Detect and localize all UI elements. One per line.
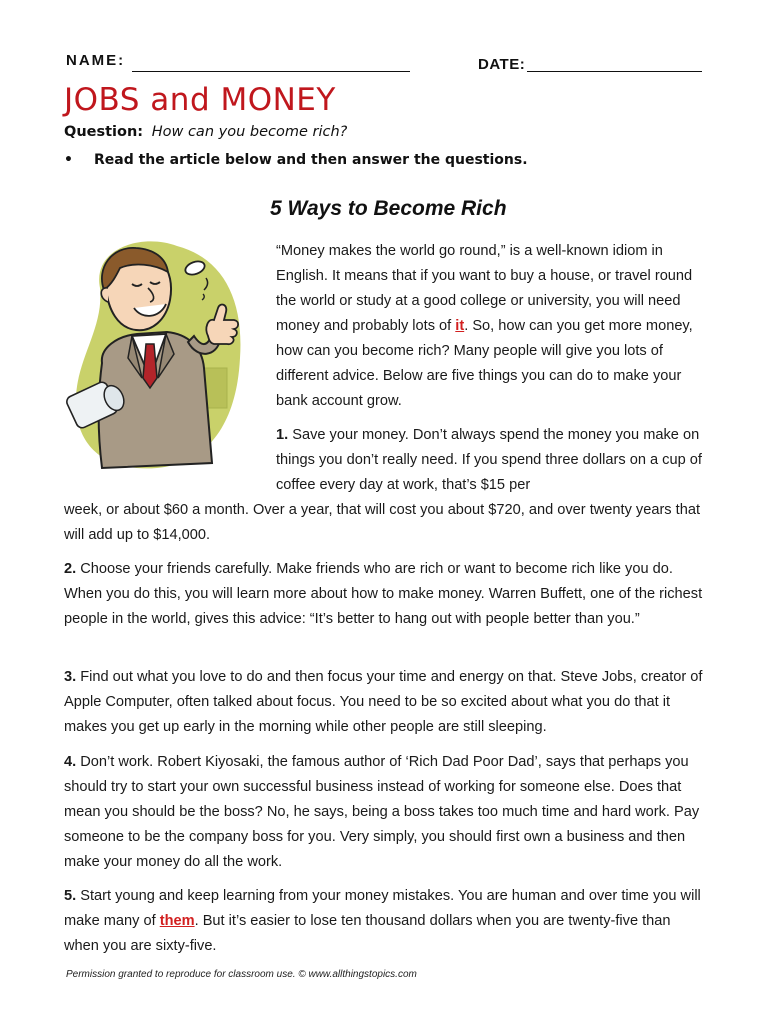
question-text: How can you become rich? — [151, 124, 348, 140]
point-number: 4. — [64, 754, 77, 770]
point-4 — [64, 750, 710, 875]
point-number: 1. — [276, 427, 289, 443]
name-label: NAME: — [66, 52, 126, 69]
name-field[interactable] — [132, 71, 410, 72]
point-5 — [64, 884, 704, 959]
tie-icon — [143, 344, 157, 388]
question-label: Question: — [64, 124, 144, 140]
point-1-lead-text: Save your money. Don’t always spend the money you make on things you don’t really need. If you spend three dollars on a cup of coffee every day at work, that’s $15 per — [276, 427, 702, 493]
question — [64, 124, 347, 140]
page-title: JOBS and MONEY — [64, 82, 336, 118]
intro-highlight: it — [455, 318, 465, 334]
point-1-lead — [276, 423, 708, 498]
point-number: 5. — [64, 888, 77, 904]
point-3-text: Find out what you love to do and then focus your time and energy on that. Steve Jobs, creator of Apple Computer, often talked about focus. You need to be so excited about what you do that it makes you get up early in the morning while other people are still sleeping. — [64, 669, 703, 735]
point-number: 2. — [64, 561, 77, 577]
point-number: 3. — [64, 669, 77, 685]
article-title: 5 Ways to Become Rich — [270, 197, 507, 220]
point-5-text-before: Start young and keep learning from your money mistakes. You are human and over time you will make many of — [64, 888, 701, 929]
point-2 — [64, 557, 708, 632]
businessman-illustration — [62, 228, 252, 473]
date-label: DATE: — [478, 56, 526, 73]
intro-text-before: “Money makes the world go round,” is a well-known idiom in English. It means that if you want to buy a house, or travel round the world or study at a good college or university, you will need money and probably lots of — [276, 243, 693, 334]
point-5-highlight: them — [159, 913, 195, 929]
footer-permission: Permission granted to reproduce for classroom use. © www.allthingstopics.com — [66, 969, 417, 980]
point-1-rest: week, or about $60 a month. Over a year, that will cost you about $720, and over twenty years that will add up to $14,000. — [64, 502, 701, 543]
intro-text-after: . So, how can you get more money, how can you become rich? Many people will give you lots of different advice. Below are five things you can do to make your bank account grow. — [276, 318, 693, 409]
intro-paragraph — [276, 239, 708, 414]
point-5-text-after: . But it’s easier to lose ten thousand dollars when you are twenty-five than when you are sixty-five. — [64, 913, 671, 954]
instruction — [64, 152, 528, 168]
instruction-text: Read the article below and then answer the questions. — [94, 152, 528, 168]
point-2-text: Choose your friends carefully. Make friends who are rich or want to become rich like you do. When you do this, you will learn more about how to make money. Warren Buffett, one of the richest people in the world, gives this advice: “It’s better to hang out with people better than you.” — [64, 561, 703, 627]
point-4-text: Don’t work. Robert Kiyosaki, the famous author of ‘Rich Dad Poor Dad’, says that perhaps you should try to start your own successful business instead of working for someone else. Does that mean you should be the boss? No, he says, being a boss takes too much time and hard work. Pay someone to be the company boss for you. Very simply, you should first own a business and then make your money do all the work. — [64, 754, 700, 870]
bullet-icon: • — [64, 152, 73, 168]
point-3 — [64, 665, 706, 740]
date-field[interactable] — [527, 71, 702, 72]
